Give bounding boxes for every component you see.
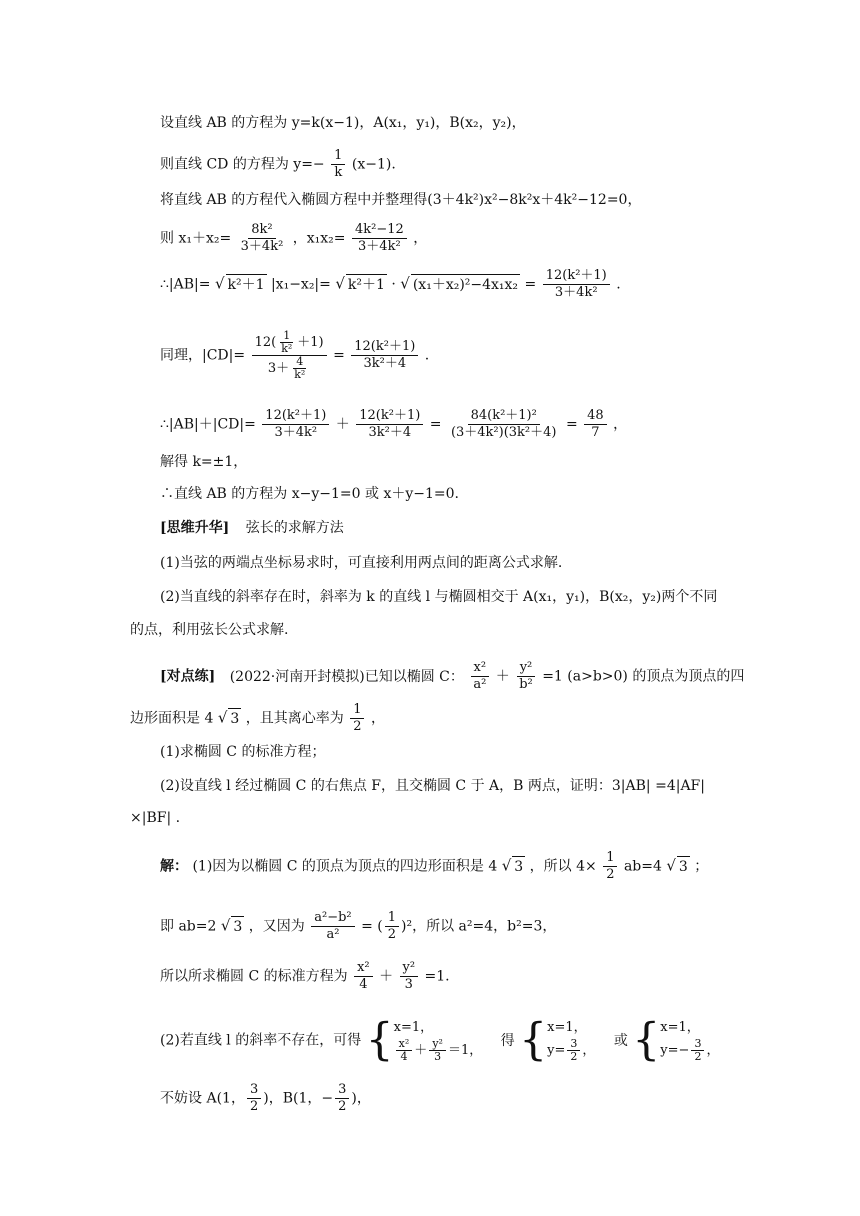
text-line: [160, 850, 708, 883]
fraction: [543, 268, 610, 301]
numerator: 8k²: [248, 222, 275, 239]
text-line: [160, 776, 705, 796]
denominator: 3＋4k²: [358, 239, 401, 254]
denominator: 2: [606, 867, 615, 882]
text: ，又因为: [248, 918, 305, 935]
text: =: [429, 416, 442, 433]
point-coord: 1，: [222, 1090, 245, 1107]
radicand: 3: [512, 856, 525, 877]
text: 即 ab=2: [160, 918, 217, 935]
fraction: [262, 408, 329, 441]
text-line: [160, 452, 247, 472]
text: ab=4: [623, 858, 662, 875]
denominator: 3: [404, 977, 413, 992]
fraction: [331, 148, 345, 181]
equation-system: [547, 1018, 595, 1063]
text: 不妨设 A: [160, 1090, 217, 1107]
text: ∴|AB|=: [160, 276, 211, 293]
denominator: 2: [570, 1050, 578, 1063]
text-line: [130, 808, 180, 828]
fraction: [311, 910, 354, 943]
numerator: 12(k²＋1): [262, 408, 329, 425]
text: ，: [370, 710, 385, 727]
text: =1 (a>b>0) 的顶点为顶点的四: [542, 668, 745, 685]
denominator: 3: [434, 1050, 442, 1063]
text-line: [160, 587, 717, 607]
equation: x=1，: [547, 1020, 587, 1035]
text: ∴|AB|＋|CD|=: [160, 416, 256, 433]
text: =: [361, 918, 373, 935]
denominator: 2: [694, 1050, 702, 1063]
equation: x=1，: [393, 1020, 434, 1035]
numerator: 12(k²＋1): [356, 408, 423, 425]
fraction: [567, 1038, 580, 1063]
fraction: [354, 960, 373, 993]
numerator: 1: [331, 148, 345, 165]
denominator: (3＋4k²)(3k²＋4): [450, 425, 557, 440]
equation-tail: ＝1，: [447, 1043, 483, 1058]
denominator: b²: [519, 677, 533, 692]
sqrt-sign: √: [400, 274, 410, 293]
brace: {: [519, 1014, 548, 1066]
fraction: [429, 1038, 446, 1063]
numerator: 3: [567, 1038, 580, 1051]
text: (2)当直线的斜率存在时，斜率为 k 的直线 l 与椭圆相交于 A(x₁，y₁)，B(x₂，y₂)两个不同: [160, 589, 718, 605]
fraction: [291, 356, 308, 381]
text: (2)若直线 l 的斜率不存在，可得: [160, 1032, 362, 1049]
sqrt-sign: √: [217, 708, 228, 727]
radicand: 3: [228, 708, 241, 729]
sqrt-sign: √: [220, 916, 231, 935]
radicand: 3: [231, 916, 244, 937]
denominator: 2: [387, 927, 397, 942]
equation-head: y=−: [660, 1043, 690, 1058]
denominator: 2: [338, 1099, 347, 1114]
fraction: [351, 339, 418, 372]
fraction: [335, 1082, 349, 1115]
fraction: [400, 960, 419, 993]
numerator: 1: [603, 850, 617, 867]
numerator: 1: [385, 910, 399, 927]
text: .: [616, 276, 621, 293]
text: 解得 k=±1，: [160, 454, 248, 470]
text: .: [424, 347, 430, 364]
sqrt-sign: √: [214, 274, 225, 293]
text: =: [524, 276, 537, 293]
text: 的点，利用弦长公式求解.: [130, 622, 289, 638]
numerator: 48: [584, 408, 607, 425]
text: =: [333, 347, 345, 364]
text: (2022·河南开封模拟)已知以椭圆 C：: [229, 668, 464, 685]
numerator: 1: [350, 702, 364, 719]
numerator: 12(k²＋1): [543, 268, 610, 285]
sqrt-sign: √: [501, 856, 512, 875]
section-label: [对点练]: [160, 668, 216, 685]
numerator: 3: [247, 1082, 261, 1099]
numerator: 3: [691, 1038, 704, 1051]
numerator: a²−b²: [311, 910, 354, 927]
text: ²，所以 a²=4，b²=3，: [406, 918, 557, 935]
text: 得: [500, 1032, 515, 1049]
text-line: 不妨设 A(1， $\frac{3}{2}$ )，B(1，− $\frac{3}{2}$ )，: [160, 1082, 371, 1114]
text-line: [160, 190, 641, 210]
numerator: y²: [400, 960, 419, 977]
text-line: [130, 620, 288, 640]
text-line: [160, 742, 325, 762]
denominator: 3k²＋4: [368, 425, 412, 440]
fraction: [252, 330, 327, 381]
numerator: 3: [335, 1082, 349, 1099]
denominator: k²: [294, 368, 306, 381]
text-line: [160, 553, 562, 573]
fraction: [278, 330, 295, 355]
equation-tail: ，: [706, 1043, 720, 1058]
text: 则 x₁＋x₂=: [160, 230, 232, 247]
fraction: [247, 1082, 261, 1115]
text: 同理，|CD|=: [160, 347, 246, 364]
denominator: k²: [281, 342, 293, 355]
fraction: [385, 910, 399, 943]
numerator: 4k²−12: [352, 222, 407, 239]
text: ，且其离心率为: [245, 710, 344, 727]
numerator: x²: [354, 960, 373, 977]
radicand: 3: [677, 856, 690, 877]
brace: {: [365, 1014, 394, 1066]
fraction: [691, 1038, 704, 1063]
denominator: a²: [473, 677, 487, 692]
denominator: 4: [359, 977, 368, 992]
denominator: a²: [326, 927, 340, 942]
denominator: 3k²＋4: [363, 356, 407, 371]
fraction: [238, 222, 287, 255]
text: ＋: [495, 668, 510, 685]
num-coef: 12: [254, 335, 272, 350]
numerator: x²: [471, 660, 490, 677]
den-head: 3＋: [267, 361, 290, 376]
num-tail: ＋1: [297, 335, 319, 350]
text: ；: [694, 858, 709, 875]
section-label: [思维升华]: [160, 520, 230, 536]
radicand: k²＋1: [226, 274, 267, 295]
equation: $\frac{\text{x²}}{4}$ ＋ $\frac{\text{y²}}{3}$ ＝1，: [394, 1038, 483, 1063]
text-line: [160, 484, 459, 504]
text: ∴直线 AB 的方程为 x−y−1=0 或 x＋y−1=0.: [160, 486, 459, 502]
radicand: k²＋1: [346, 274, 387, 295]
text: 设直线 AB 的方程为 y=k(x−1)，A(x₁，y₁)，B(x₂，y₂)，: [160, 115, 526, 131]
text: 将直线 AB 的方程代入椭圆方程中并整理得(3＋4k²)x²−8k²x＋4k²−12=0，: [160, 192, 642, 208]
fraction: [516, 660, 536, 693]
denominator: 7: [591, 425, 600, 440]
numerator: 84(k²＋1)²: [468, 408, 540, 425]
section-title: 弦长的求解方法: [245, 520, 344, 536]
text: (x−1).: [351, 156, 396, 173]
equation-system: [394, 1018, 483, 1063]
fraction: [448, 408, 560, 441]
text: ，: [413, 230, 428, 247]
text: 则直线 CD 的方程为 y=−: [160, 156, 325, 173]
denominator: 4: [400, 1050, 408, 1063]
text: 边形面积是 4: [130, 710, 214, 727]
numerator: 12( $\frac{1}{\text{k²}}$ ＋1): [252, 330, 327, 356]
text: (1)求椭圆 C 的标准方程；: [160, 744, 326, 760]
text: ，: [613, 416, 628, 433]
text: (1)当弦的两端点坐标易求时，可直接利用两点间的距离公式求解.: [160, 555, 563, 571]
sqrt-sign: √: [666, 856, 676, 875]
text-line: [160, 960, 450, 993]
text: ，x₁x₂=: [292, 230, 346, 247]
numerator: 1: [280, 330, 293, 343]
text-line: [160, 113, 526, 133]
numerator: y²: [517, 660, 536, 677]
text: ，: [356, 1090, 371, 1107]
text: ，所以 4×: [529, 858, 597, 875]
text: 或: [613, 1032, 628, 1049]
text-line: [160, 268, 621, 301]
text: ·: [391, 276, 396, 293]
denominator: k: [334, 165, 343, 180]
text: ，B: [268, 1090, 293, 1107]
denominator: 3＋4k²: [554, 285, 598, 300]
equation: [547, 1038, 595, 1063]
fraction: [470, 660, 489, 693]
text: =: [565, 416, 578, 433]
equation: x=1，: [660, 1020, 700, 1035]
text: ＋: [335, 416, 350, 433]
numerator: 4: [293, 356, 306, 369]
equation: [660, 1038, 719, 1063]
fraction: [396, 1038, 413, 1063]
denominator: 2: [249, 1099, 259, 1114]
text: ×|BF| .: [130, 810, 181, 826]
denominator: 3＋4k²: [240, 239, 284, 254]
fraction: [603, 850, 617, 883]
text-line: [130, 702, 385, 735]
text-line: 即 ab=2 √ 3 ，又因为 $\frac{\text{a²−b²}}{\text{a²}}$ = ( $\frac{1}{2}$ )²，所以 a²=4，b²=3，: [160, 910, 557, 942]
text: =1.: [424, 968, 450, 985]
denominator: 2: [353, 719, 362, 734]
denominator: [265, 356, 313, 381]
solution-label: 解：: [160, 858, 188, 875]
numerator: 12(k²＋1): [351, 339, 418, 356]
radicand: (x₁＋x₂)²−4x₁x₂: [411, 274, 520, 295]
fraction: [356, 408, 423, 441]
text: 所以所求椭圆 C 的标准方程为: [160, 968, 348, 985]
text-line: [160, 1014, 720, 1066]
text: |x₁−x₂|=: [270, 276, 331, 293]
text-line: [160, 518, 344, 538]
text-line: [160, 222, 427, 255]
text: (2)设直线 l 经过椭圆 C 的右焦点 F，且交椭圆 C 于 A，B 两点，证明：3|AB| =4|AF|: [160, 778, 705, 794]
text-line: [160, 660, 744, 693]
text-line: [160, 408, 627, 441]
brace: {: [632, 1014, 661, 1066]
point-coord: 1，−: [298, 1090, 334, 1107]
denominator: 3＋4k²: [274, 425, 318, 440]
numerator: y²: [429, 1038, 446, 1051]
text-line: [160, 148, 396, 181]
numerator: x²: [396, 1038, 413, 1051]
text: (1)因为以椭圆 C 的顶点为顶点的四边形面积是 4: [192, 858, 498, 875]
sqrt-sign: √: [335, 274, 345, 293]
text: ＋: [379, 968, 394, 985]
text-line: [160, 330, 429, 381]
equation-head: y=: [547, 1043, 566, 1058]
fraction: [584, 408, 607, 441]
equation-system: [660, 1018, 719, 1063]
fraction: [350, 702, 364, 735]
fraction: [352, 222, 407, 255]
equation-tail: ，: [582, 1043, 596, 1058]
